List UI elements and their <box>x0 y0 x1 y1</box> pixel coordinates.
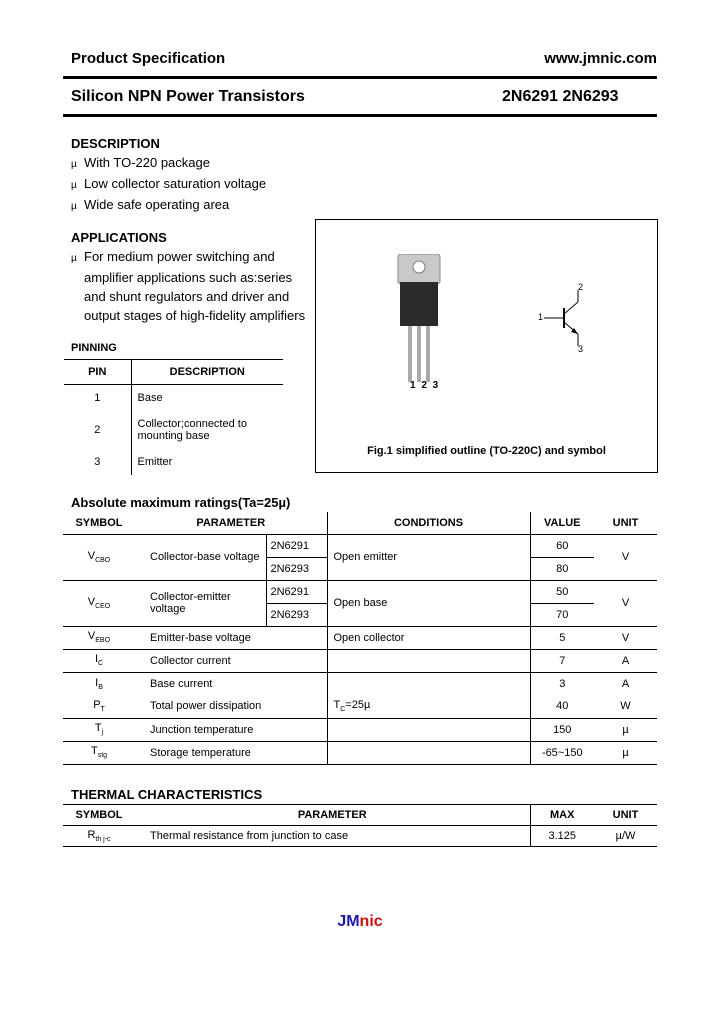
table-row: $V_{CEO}$ Collector-emitter voltage 2N6291 Open base 50 V <box>63 580 657 603</box>
to220-package-image <box>394 254 444 394</box>
part-numbers: 2N6291 2N6293 <box>502 88 619 105</box>
applications-text: µ For medium power switching and amplifier applications such as:series and shunt regulators and driver and output stages of high-fidelity amplifiers <box>71 249 306 323</box>
jmnic-logo: JMnic <box>337 913 383 930</box>
table-row: $T_{stg}$ Storage temperature -65~150 µ <box>63 741 657 764</box>
symbol-label-emitter: 3 <box>578 344 584 354</box>
table-row: $I_B$ Base current 3 A <box>63 672 657 695</box>
abs-max-heading: Absolute maximum ratings(Ta=25µ) <box>71 495 291 510</box>
pinning-table: PIN DESCRIPTION 1 Base 2 Collector;connected to mounting base 3 Emitter <box>64 359 283 475</box>
list-item: µ Wide safe operating area <box>71 197 230 212</box>
table-row: $V_{CBO}$ Collector-base voltage 2N6291 Open emitter 60 V <box>63 534 657 557</box>
package-pin-labels: 1 2 3 <box>410 380 439 391</box>
applications-heading: APPLICATIONS <box>71 230 167 245</box>
table-row: 2N6293 70 <box>63 603 657 626</box>
description-list <box>71 153 311 216</box>
figure-caption: Fig.1 simplified outline (TO-220C) and symbol <box>367 445 606 457</box>
title-rule <box>63 114 657 117</box>
header-website: www.jmnic.com <box>544 50 657 67</box>
table-row: $V_{EBO}$ Emitter-base voltage Open collector 5 V <box>63 626 657 649</box>
table-row: 1 Base <box>64 385 283 411</box>
table-row: 3 Emitter <box>64 449 283 475</box>
symbol-label-base: 1 <box>538 312 544 322</box>
page-title: Silicon NPN Power Transistors <box>71 88 305 105</box>
symbol-label-collector: 2 <box>578 282 584 292</box>
table-row: 2 Collector;connected to mounting base <box>64 411 283 449</box>
list-item: µ With TO-220 package <box>71 155 210 170</box>
thermal-table: SYMBOL PARAMETER MAX UNIT $R_{th j-c}$ Thermal resistance from junction to case 3.125 µ/W <box>63 804 657 847</box>
table-row: $R_{th j-c}$ Thermal resistance from junction to case 3.125 µ/W <box>63 826 657 847</box>
description-heading: DESCRIPTION <box>71 136 160 151</box>
table-row: $P_T$ Total power dissipation $T_C=25\mu$ 40 W <box>63 695 657 718</box>
pinning-heading: PINNING <box>71 342 117 354</box>
table-row: $I_C$ Collector current 7 A <box>63 649 657 672</box>
thermal-heading: THERMAL CHARACTERISTICS <box>71 787 263 802</box>
table-row: 2N6293 80 <box>63 557 657 580</box>
list-item: µ Low collector saturation voltage <box>71 176 267 191</box>
figure-box <box>315 219 658 473</box>
abs-max-table: SYMBOL PARAMETER CONDITIONS VALUE UNIT $V_{CBO}$ Collector-base voltage 2N6291 Open emitter 60 V 2N6293 80 $V_{CEO}$ Collector-emitter voltage 2N6291 Open base 50 V 2N6293 70 $V_{EBO}$ Emitter-base voltage Open collector 5 V $I_C$ Collector current 7 A $I_B$ Base current 3 A $P_T$ Total power dissipation $T_C=25\mu$ 40 W $T_j$ Junction temperature 150 µ $T_{stg}$ Storage temperature -65~150 µ <box>63 512 657 765</box>
table-row: $T_j$ Junction temperature 150 µ <box>63 718 657 741</box>
header-rule <box>63 76 657 79</box>
header-product-spec: Product Specification <box>71 50 226 67</box>
